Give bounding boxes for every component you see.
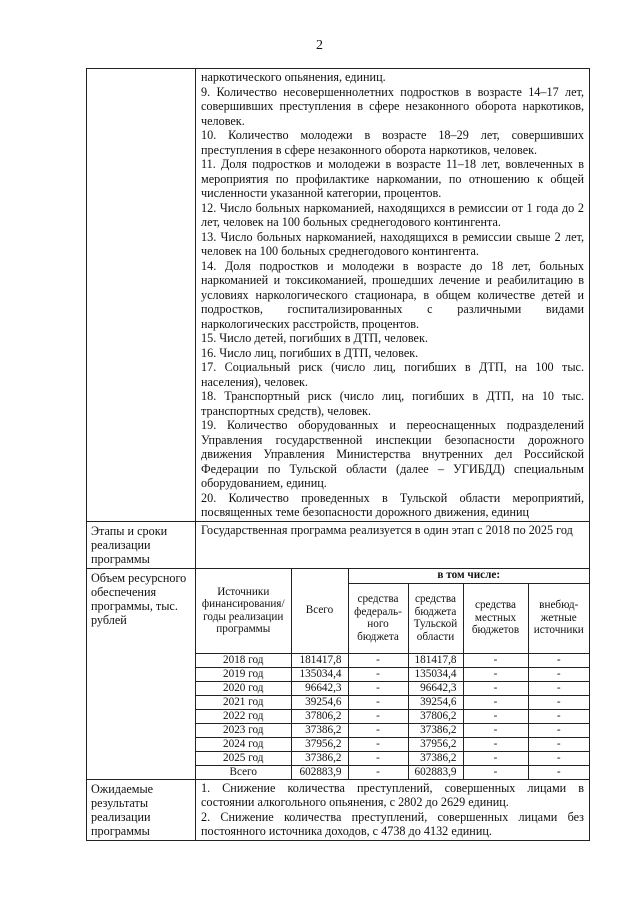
regional-cell: 37806,2: [408, 709, 463, 723]
result-item: 2. Снижение количества преступлений, совершенных лицами без постоянного источника доходов, с 4738 до 4132 единиц.: [201, 809, 584, 838]
header-extra: внебюд-жетные источники: [528, 583, 589, 653]
local-cell: -: [463, 723, 528, 737]
extra-cell: -: [528, 737, 589, 751]
total-cell: 96642,3: [291, 681, 348, 695]
indicator-item: 17. Социальный риск (число лиц, погибших в ДТП, на 100 тыс. населения), человек.: [201, 360, 584, 389]
indicator-item: 20. Количество проведенных в Тульской области мероприятий, посвященных теме безопасности дорожного движения, единиц: [201, 490, 584, 519]
results-list: [196, 780, 589, 840]
federal-cell: -: [348, 695, 408, 709]
local-cell: -: [463, 667, 528, 681]
extra-cell: -: [528, 667, 589, 681]
regional-cell: 96642,3: [408, 681, 463, 695]
funding-data-row: [196, 695, 589, 709]
page-number: 2: [316, 38, 323, 53]
year-cell: 2020 год: [196, 681, 291, 695]
header-federal: средства федераль-ного бюджета: [348, 583, 408, 653]
indicator-item: 18. Транспортный риск (число лиц, погибших в ДТП, на 10 тыс. транспортных средств), человек.: [201, 389, 584, 418]
stages-cell: [196, 521, 590, 568]
funding-data-row: [196, 653, 589, 667]
extra-cell: -: [528, 681, 589, 695]
indicators-row: [87, 69, 590, 522]
funding-header-row: [196, 569, 589, 584]
result-item: 1. Снижение количества преступлений, совершенных лицами в состоянии алкогольного опьянения, с 2802 до 2629 единиц.: [201, 780, 584, 809]
regional-cell: 181417,8: [408, 653, 463, 667]
header-source: Источники финансирования/ годы реализации программы: [196, 569, 291, 654]
funding-cell: [196, 568, 590, 779]
funding-data-row: [196, 667, 589, 681]
indicator-item: наркотического опьянения, единиц.: [201, 70, 386, 84]
results-row: [87, 779, 590, 840]
funding-data-row: [196, 737, 589, 751]
indicator-item: 11. Доля подростков и молодежи в возрасте 11–18 лет, вовлеченных в мероприятия по профилактике наркомании, по отношению к общей численности указанной категории, процентов.: [201, 157, 584, 200]
local-cell: -: [463, 751, 528, 765]
funding-data-row: [196, 709, 589, 723]
extra-cell: -: [528, 765, 589, 779]
year-cell: Всего: [196, 765, 291, 779]
year-cell: 2022 год: [196, 709, 291, 723]
federal-cell: -: [348, 765, 408, 779]
indicator-item: 14. Доля подростков и молодежи в возрасте до 18 лет, больных наркоманией и токсикоманией, прошедших лечение и реабилитацию в условиях наркологического стационара, в общем количестве детей и подростков, госпитализированных с различными видами наркологических расстройств, процентов.: [201, 258, 584, 331]
federal-cell: -: [348, 709, 408, 723]
funding-data-row: [196, 723, 589, 737]
federal-cell: -: [348, 737, 408, 751]
extra-cell: -: [528, 751, 589, 765]
extra-cell: -: [528, 723, 589, 737]
total-cell: 39254,6: [291, 695, 348, 709]
results-cell: [196, 779, 590, 840]
funding-row: [87, 568, 590, 779]
indicator-item: 15. Число детей, погибших в ДТП, человек.: [201, 331, 428, 345]
year-cell: 2025 год: [196, 751, 291, 765]
results-label: Ожидаемые результаты реализации программы: [87, 779, 196, 840]
total-cell: 37956,2: [291, 737, 348, 751]
program-passport-table: [86, 68, 590, 841]
year-cell: 2024 год: [196, 737, 291, 751]
stages-text: Государственная программа реализуется в один этап с 2018 по 2025 год: [201, 522, 573, 537]
indicators-cell: [196, 69, 590, 522]
header-including: в том числе:: [348, 569, 589, 584]
year-cell: 2023 год: [196, 723, 291, 737]
funding-data-row: [196, 681, 589, 695]
federal-cell: -: [348, 723, 408, 737]
header-regional: средства бюджета Тульской области: [408, 583, 463, 653]
total-cell: 181417,8: [291, 653, 348, 667]
funding-total-row: [196, 765, 589, 779]
regional-cell: 135034,4: [408, 667, 463, 681]
indicator-item: 9. Количество несовершеннолетних подростков в возрасте 14–17 лет, совершивших преступления в сфере незаконного оборота наркотиков, человек.: [201, 84, 584, 128]
local-cell: -: [463, 709, 528, 723]
indicator-item: 10. Количество молодежи в возрасте 18–29 лет, совершивших преступления в сфере незаконного оборота наркотиков, человек.: [201, 128, 584, 157]
federal-cell: -: [348, 667, 408, 681]
regional-cell: 37386,2: [408, 723, 463, 737]
extra-cell: -: [528, 709, 589, 723]
regional-cell: 37956,2: [408, 737, 463, 751]
federal-cell: -: [348, 653, 408, 667]
stages-row: [87, 521, 590, 568]
federal-cell: -: [348, 751, 408, 765]
regional-cell: 37386,2: [408, 751, 463, 765]
indicator-item: 19. Количество оборудованных и переоснащенных подразделений Управления государственной инспекции безопасности дорожного движения Управления Министерства внутренних дел Российской Федерации по Тульской области (далее – УГИБДД) специальным оборудованием, единиц.: [201, 418, 584, 490]
header-local: средства местных бюджетов: [463, 583, 528, 653]
indicator-item: 13. Число больных наркоманией, находящихся в ремиссии свыше 2 лет, человек на 100 больных среднегодового контингента.: [201, 229, 584, 258]
total-cell: 37386,2: [291, 751, 348, 765]
indicator-item: 16. Число лиц, погибших в ДТП, человек.: [201, 345, 419, 360]
regional-cell: 602883,9: [408, 765, 463, 779]
year-cell: 2019 год: [196, 667, 291, 681]
total-cell: 37386,2: [291, 723, 348, 737]
local-cell: -: [463, 681, 528, 695]
federal-cell: -: [348, 681, 408, 695]
indicators-label-cell: [87, 69, 196, 522]
extra-cell: -: [528, 695, 589, 709]
year-cell: 2021 год: [196, 695, 291, 709]
funding-table: [196, 569, 589, 779]
local-cell: -: [463, 737, 528, 751]
local-cell: -: [463, 653, 528, 667]
stages-label: Этапы и сроки реализации программы: [87, 521, 196, 568]
total-cell: 37806,2: [291, 709, 348, 723]
total-cell: 602883,9: [291, 765, 348, 779]
year-cell: 2018 год: [196, 653, 291, 667]
funding-label: Объем ресурсного обеспечения программы, тыс. рублей: [87, 568, 196, 779]
indicator-item: 12. Число больных наркоманией, находящихся в ремиссии от 1 года до 2 лет, человек на 100 больных среднегодового контингента.: [201, 200, 584, 229]
total-cell: 135034,4: [291, 667, 348, 681]
extra-cell: -: [528, 653, 589, 667]
funding-data-row: [196, 751, 589, 765]
regional-cell: 39254,6: [408, 695, 463, 709]
indicators-list: [196, 69, 589, 521]
local-cell: -: [463, 765, 528, 779]
header-total: Всего: [291, 569, 348, 654]
local-cell: -: [463, 695, 528, 709]
